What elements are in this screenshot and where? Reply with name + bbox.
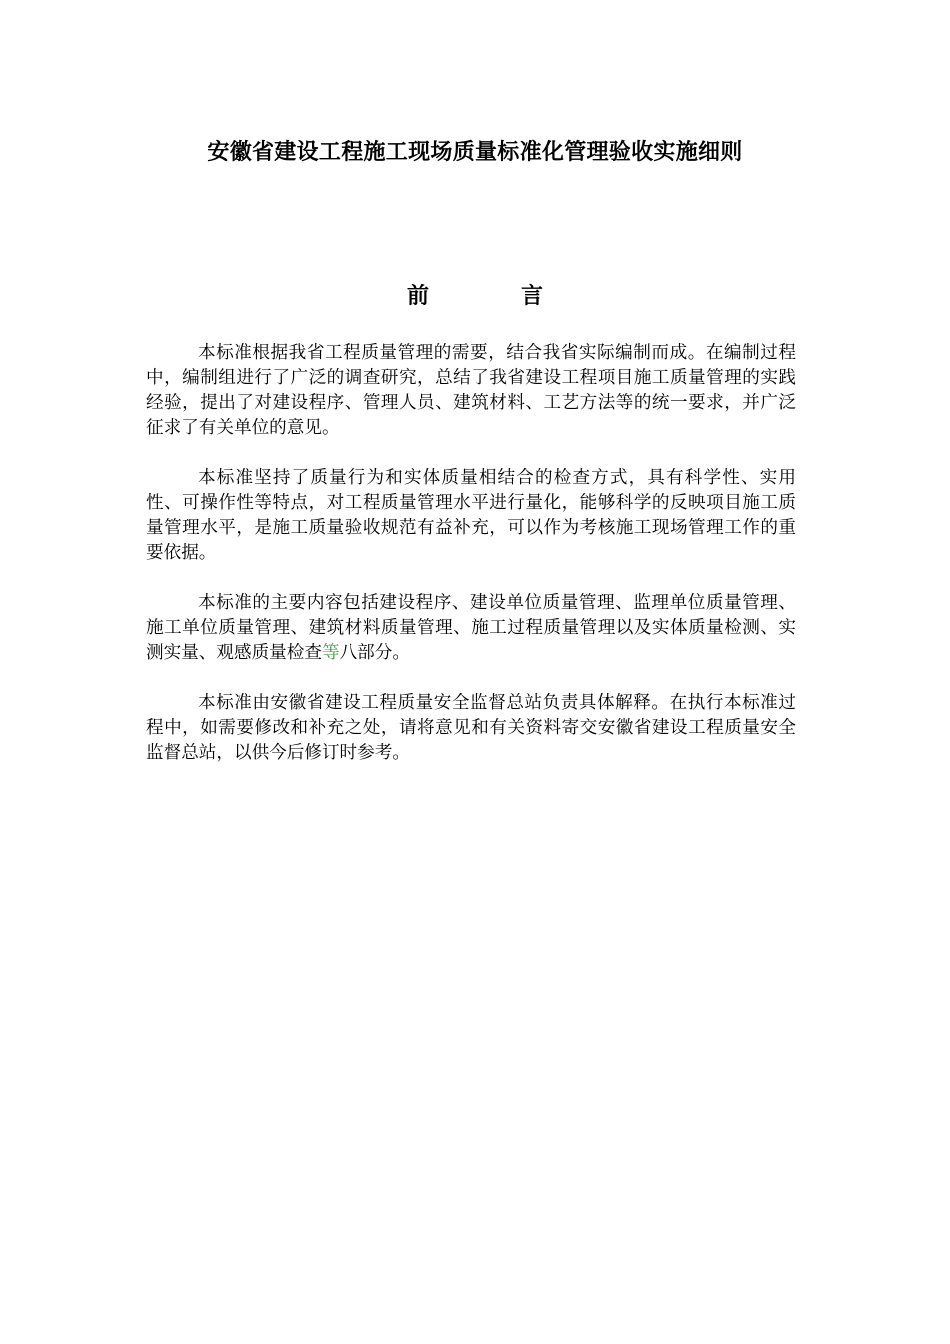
document-title: 安徽省建设工程施工现场质量标准化管理验收实施细则 (207, 139, 743, 165)
preface-paragraph-4: 本标准由安徽省建设工程质量安全监督总站负责具体解释。在执行本标准过程中，如需要修改和补充之处，请将意见和有关资料寄交安徽省建设工程质量安全监督总站，以供今后修订时参考。 (146, 693, 796, 763)
paragraph-3-text-before: 本标准的主要内容包括建设程序、建设单位质量管理、监理单位质量管理、施工单位质量管理、建筑材料质量管理、施工过程质量管理以及实体质量检测、实测实量、观感质量检查 (146, 593, 796, 663)
preface-paragraph-2: 本标准坚持了质量行为和实体质量相结合的检查方式，具有科学性、实用性、可操作性等特点，对工程质量管理水平进行量化，能够科学的反映项目施工质量管理水平，是施工质量验收规范有益补充，可以作为考核施工现场管理工作的重要依据。 (146, 468, 796, 563)
paragraph-3-text-after: 八部分。 (339, 643, 410, 663)
preface-paragraph-1: 本标准根据我省工程质量管理的需要，结合我省实际编制而成。在编制过程中，编制组进行了广泛的调查研究，总结了我省建设工程项目施工质量管理的实践经验，提出了对建设程序、管理人员、建筑材料、工艺方法等的统一要求，并广泛征求了有关单位的意见。 (146, 343, 796, 438)
preface-paragraph-3 (146, 591, 796, 666)
section-heading-preface: 前 言 (407, 283, 543, 309)
preface-body (146, 341, 796, 791)
highlighted-text: 等 (321, 643, 340, 663)
